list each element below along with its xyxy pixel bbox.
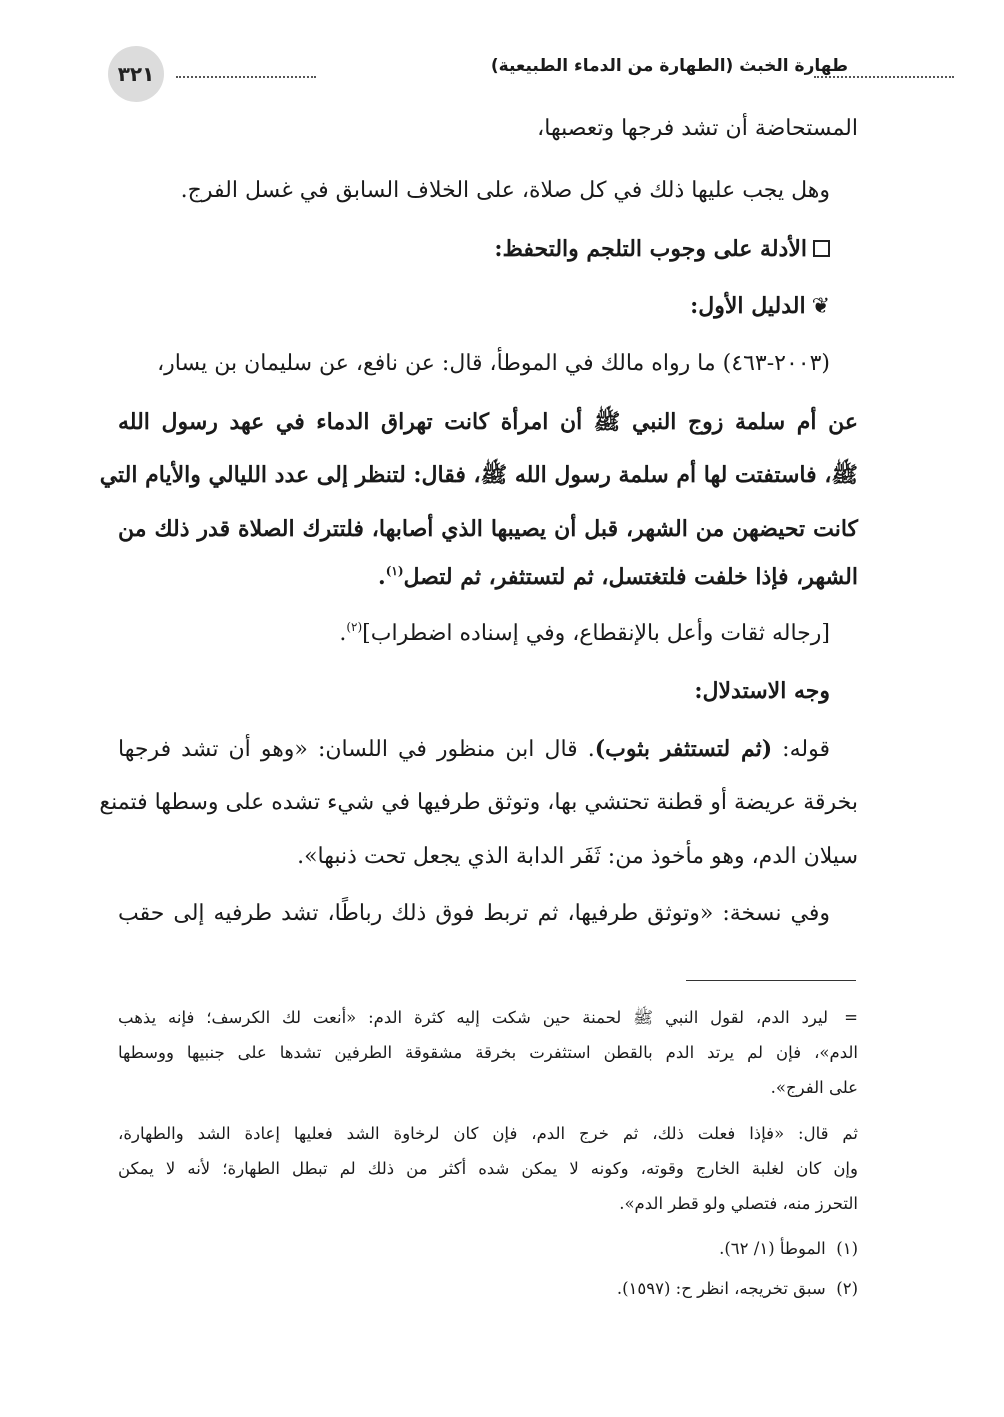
footnote-line: وإن كان لغلبة الخارج وقوته، وكونه لا يمكن شده أكثر من ذلك لم تبطل الطهارة؛ لأنه لا يمكن (118, 1159, 858, 1178)
section-heading: وجه الاستدلال: (694, 678, 830, 704)
footnote-1: (١) الموطأ (١/ ٦٢). (719, 1239, 858, 1258)
text-line: بخرقة عريضة أو قطنة تحتشي بها، وتوثق طرفيها في شيء تشده على وسطها فتمنع (99, 790, 858, 815)
text-line: سيلان الدم، وهو مأخوذ من: ثَفَر الدابة الذي يجعل تحت ذنبها». (297, 844, 858, 869)
text-line: وفي نسخة: «وتوثق طرفيها، ثم تربط فوق ذلك رباطًا، تشد طرفيه إلى حقب (118, 901, 830, 926)
leader-dots (814, 76, 954, 78)
checkbox-square-icon (813, 240, 830, 257)
footnote-line: على الفرج». (770, 1078, 858, 1097)
footnote-line: ثم قال: «فإذا فعلت ذلك، ثم خرج الدم، فإن كان لرخاوة الشد فعليها إعادة الشد والطهارة، (118, 1124, 858, 1143)
hadith-text: الشهر، فإذا خلفت فلتغتسل، ثم لتستثفر، ثم لتصل$^{(١)}$. (378, 564, 858, 590)
running-title: طهارة الخبث (الطهارة من الدماء الطبيعية) (490, 56, 848, 76)
footnote-2: (٢) سبق تخريجه، انظر ح: (١٥٩٧). (616, 1279, 858, 1298)
leaf-ornament-icon: ❦ (811, 294, 830, 319)
hadith-text: ﷺ، فاستفتت لها أم سلمة رسول الله ﷺ، فقال: لتنظر إلى عدد الليالي والأيام التي (99, 462, 858, 488)
subsection-heading: ❦الدليل الأول: (690, 293, 830, 319)
footnote-line: =ليرد الدم، لقول النبي ﷺ لحمنة حين شكت إليه كثرة الدم: «أنعت لك الكرسف؛ فإنه يذهب (118, 1008, 858, 1027)
text-line: المستحاضة أن تشد فرجها وتعصبها، (537, 116, 858, 141)
footnote-separator (686, 980, 856, 981)
footnote-line: الدم»، فإن لم يرتد الدم بالقطن استثفرت بخرقة مشقوقة الطرفين تشدها على جنبيها ووسطها (118, 1043, 858, 1062)
hadith-text: عن أم سلمة زوج النبي ﷺ أن امرأة كانت تهراق الدماء في عهد رسول الله (118, 409, 858, 435)
text-line: وهل يجب عليها ذلك في كل صلاة، على الخلاف السابق في غسل الفرج. (180, 178, 830, 203)
footnote-ref: (٢) (346, 620, 363, 634)
section-heading: الأدلة على وجوب التلجم والتحفظ: (118, 228, 858, 270)
grading-text: [رجاله ثقات وأعل بالإنقطاع، وفي إسناده اضطراب]$^{(٢)}$. (339, 620, 830, 646)
hadith-chain: (٢٠٠٣-٤٦٣) ما رواه مالك في الموطأ، قال: عن نافع، عن سليمان بن يسار، (157, 351, 830, 376)
text-line: قوله: (ثم لتستثفر بثوب). قال ابن منظور في اللسان: «وهو أن تشد فرجها (118, 736, 830, 762)
page-header (108, 46, 848, 102)
leader-dots (176, 76, 316, 78)
footnote-ref: (١) (385, 564, 404, 578)
hadith-text: كانت تحيضهن من الشهر، قبل أن يصيبها الذي أصابها، فلتترك الصلاة قدر ذلك من (118, 516, 858, 542)
footnote-line: التحرز منه، فتصلي ولو قطر الدم». (619, 1194, 858, 1213)
page-number-badge: ٣٢١ (108, 46, 164, 102)
